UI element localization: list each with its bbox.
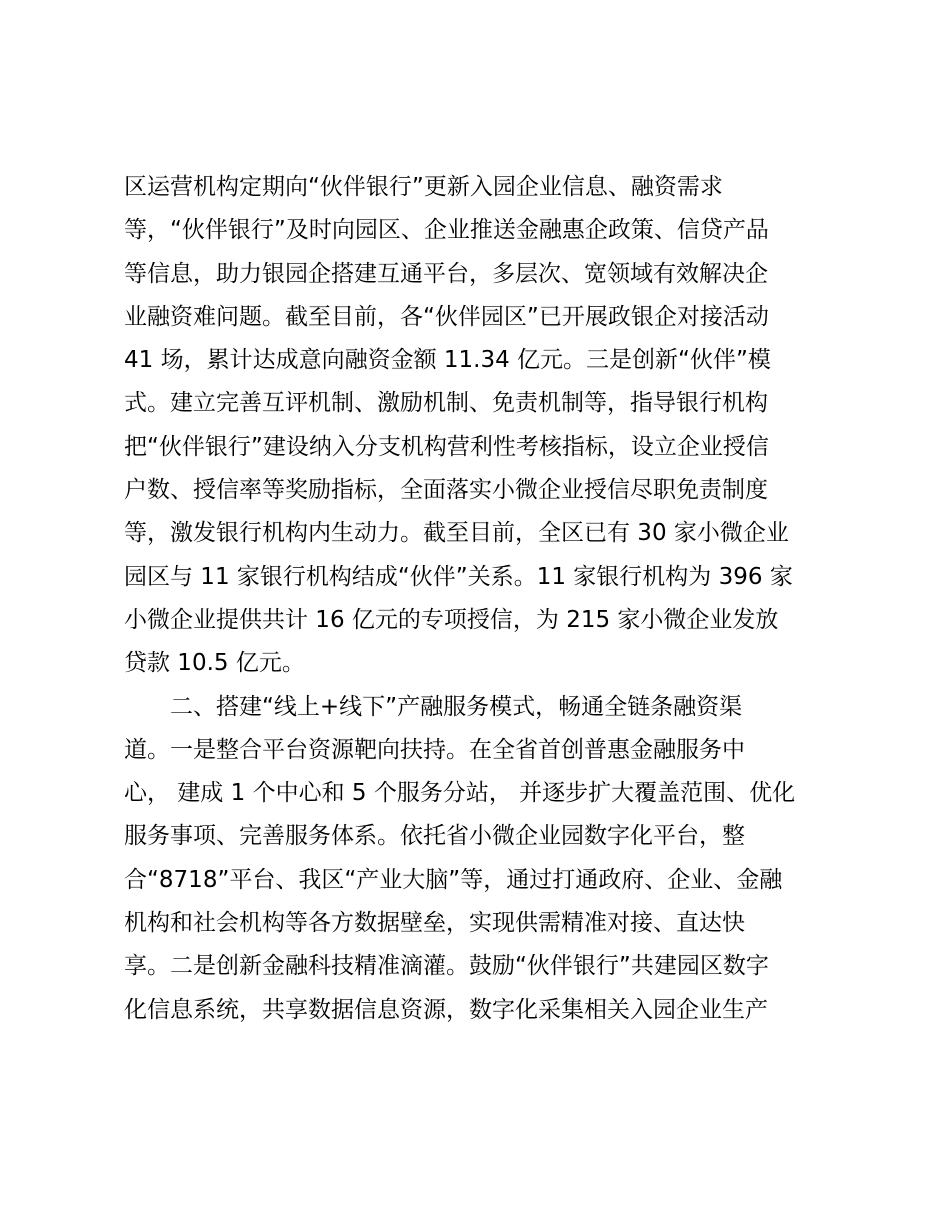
text-line: 心， 建成 1 个中心和 5 个服务分站， 并逐步扩大覆盖范围、优化 (124, 780, 796, 807)
text-line: 等，“伙伴银行”及时向园区、企业推送金融惠企政策、信贷产品 (124, 217, 769, 244)
text-line: 合“8718”平台、我区“产业大脑”等，通过打通政府、企业、金融 (124, 866, 783, 893)
text-line: 业融资难问题。截至目前，各“伙伴园区”已开展政银企对接活动 (124, 303, 769, 330)
text-line: 等，激发银行机构内生动力。截至目前，全区已有 30 家小微企业 (124, 520, 789, 547)
text-line: 园区与 11 家银行机构结成“伙伴”关系。11 家银行机构为 396 家 (124, 563, 793, 590)
text-line: 式。建立完善互评机制、激励机制、免责机制等，指导银行机构 (124, 390, 768, 417)
text-line: 化信息系统，共享数据信息资源，数字化采集相关入园企业生产 (124, 996, 768, 1023)
text-line: 机构和社会机构等各方数据壁垒，实现供需精准对接、直达快 (124, 910, 745, 937)
text-line: 贷款 10.5 亿元。 (124, 650, 305, 677)
text-line: 等信息，助力银园企搭建互通平台，多层次、宽领域有效解决企 (124, 260, 768, 287)
text-line: 41 场，累计达成意向融资金额 11.34 亿元。三是创新“伙伴”模 (124, 347, 771, 374)
text-line: 户数、授信率等奖励指标，全面落实小微企业授信尽职免责制度 (124, 477, 768, 504)
text-line: 道。一是整合平台资源靶向扶持。在全省首创普惠金融服务中 (124, 736, 745, 763)
text-line: 小微企业提供共计 16 亿元的专项授信，为 215 家小微企业发放 (124, 606, 779, 633)
text-line: 享。二是创新金融科技精准滴灌。鼓励“伙伴银行”共建园区数字 (124, 953, 769, 980)
text-line: 把“伙伴银行”建设纳入分支机构营利性考核指标，设立企业授信 (124, 433, 769, 460)
section-heading-line: 二、搭建“线上+线下”产融服务模式，畅通全链条融资渠 (170, 693, 743, 720)
body-text (124, 166, 844, 1032)
text-line: 区运营机构定期向“伙伴银行”更新入园企业信息、融资需求 (124, 174, 723, 200)
text-line: 服务事项、完善服务体系。依托省小微企业园数字化平台，整 (124, 823, 745, 850)
